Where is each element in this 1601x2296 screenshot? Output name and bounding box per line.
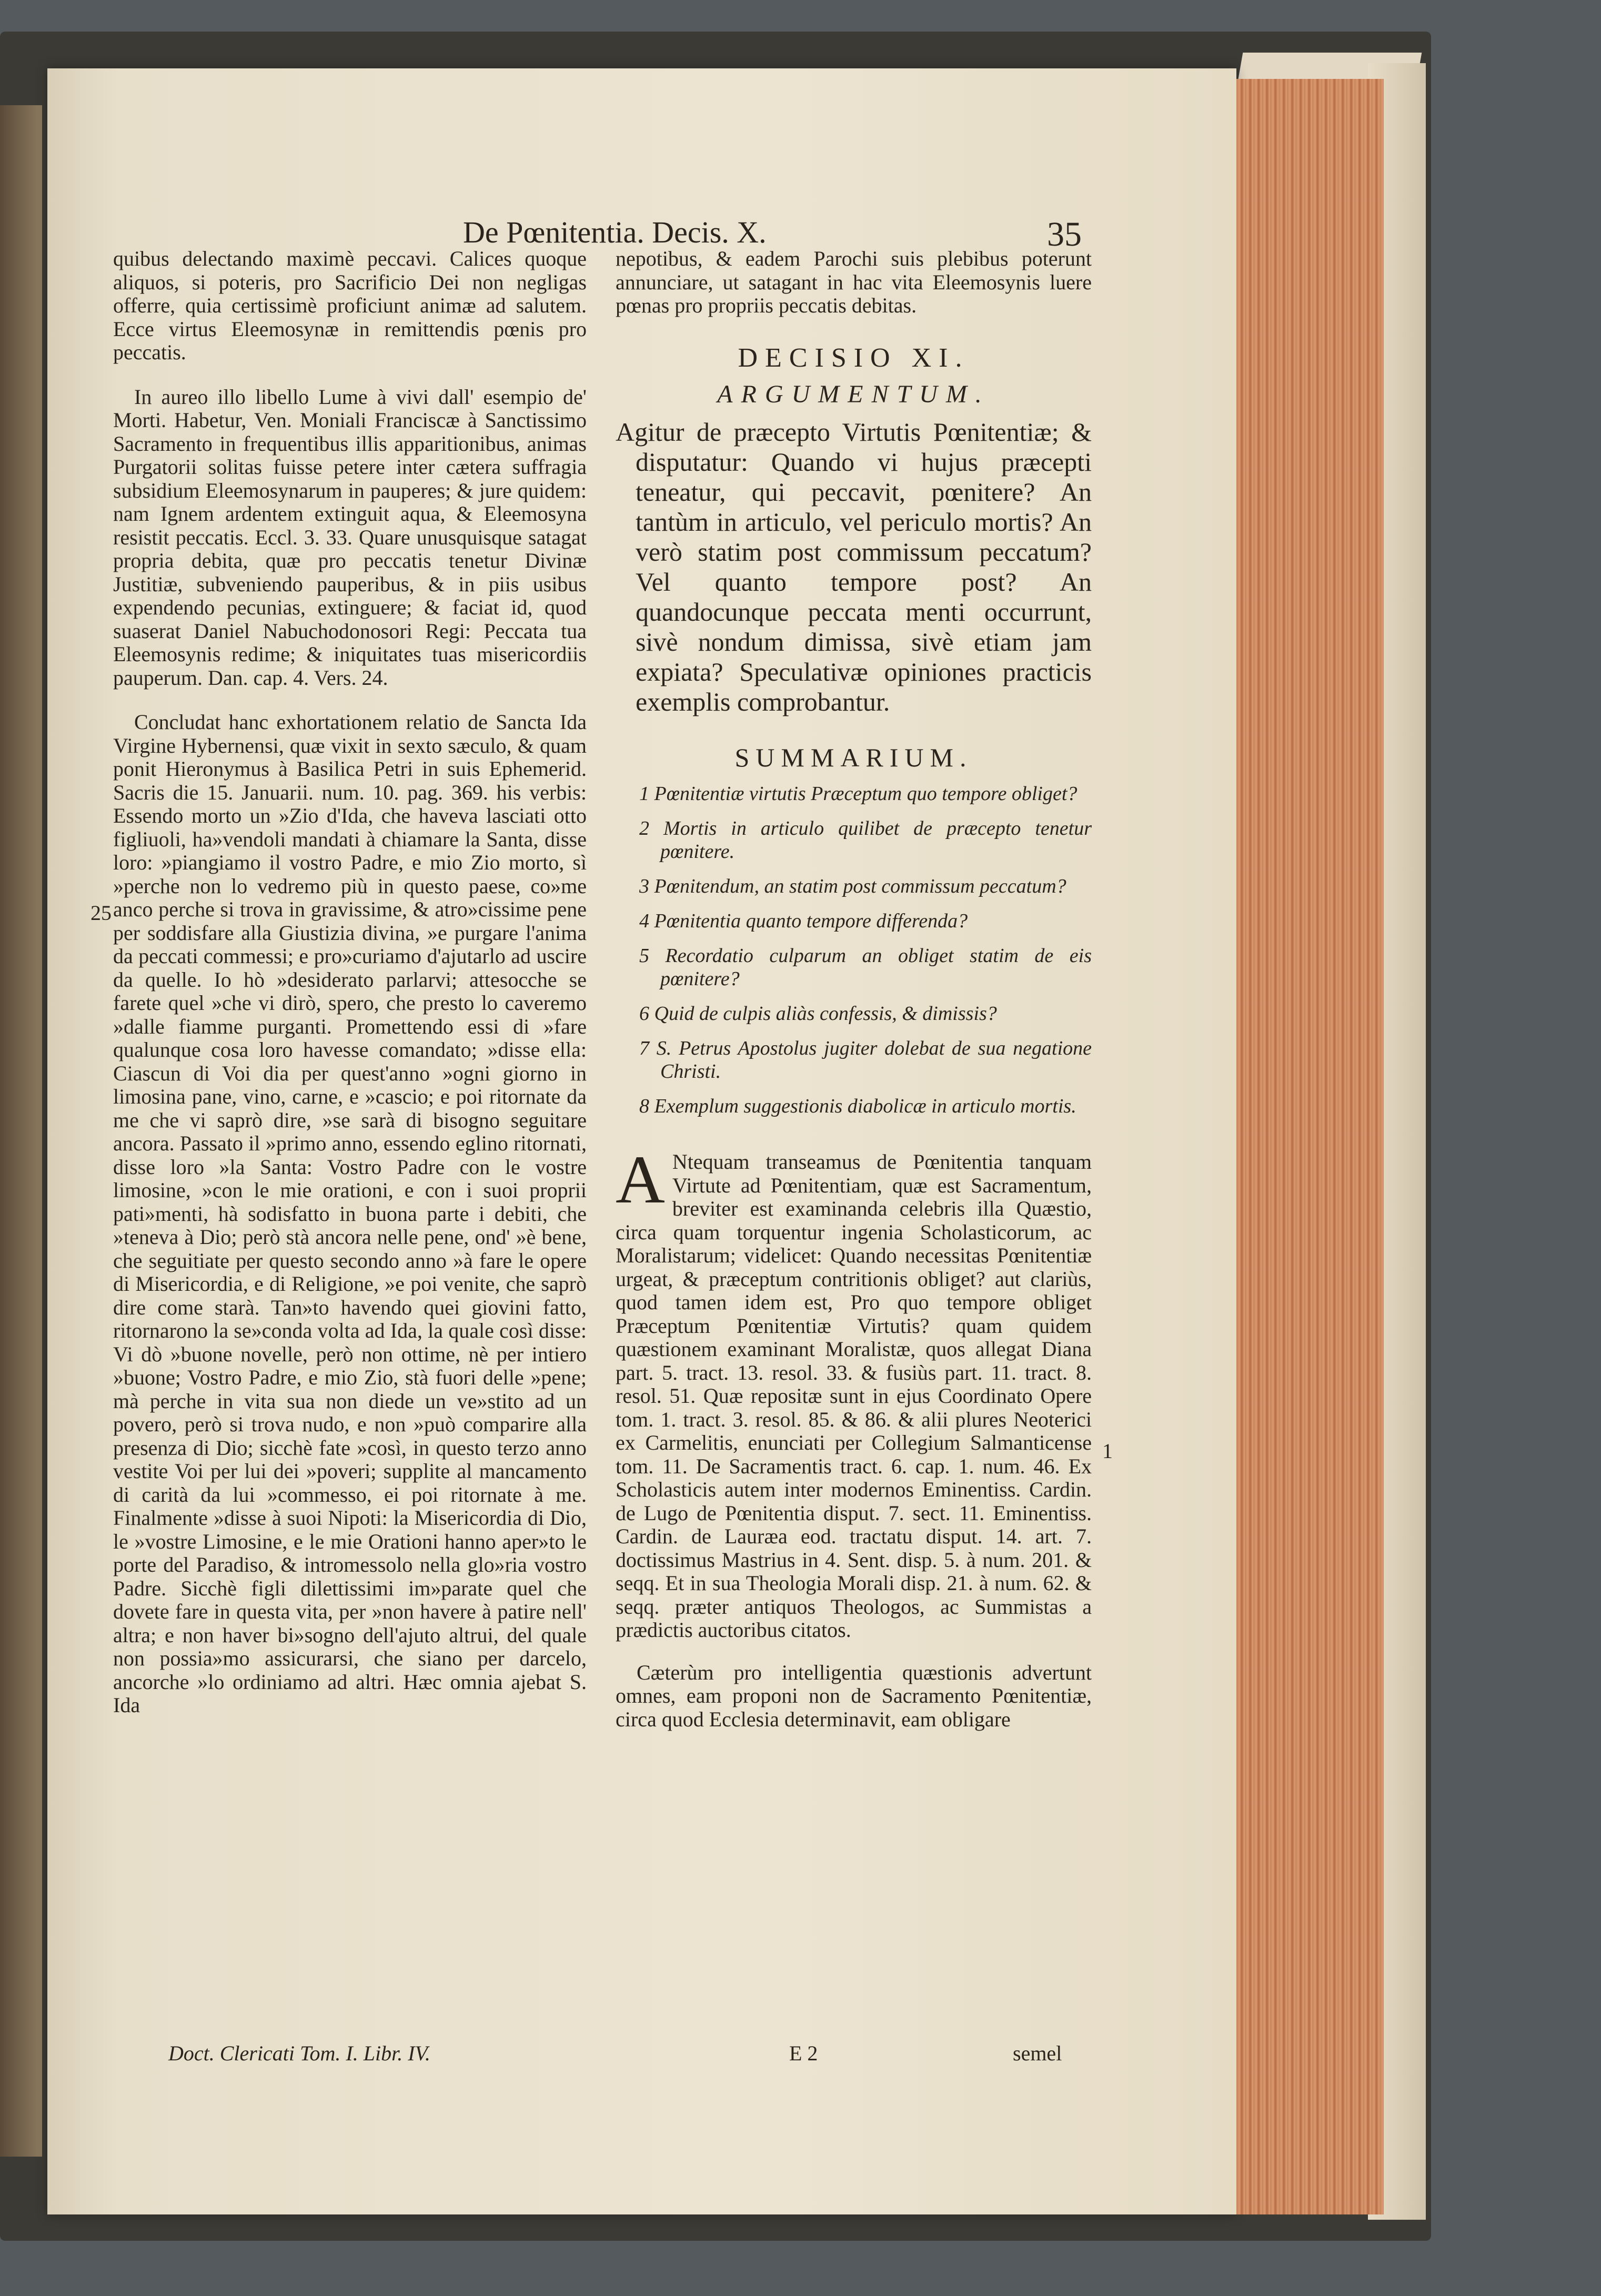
summarium-item: 7 S. Petrus Apostolus jugiter dolebat de sua negatione Christi. <box>639 1037 1092 1083</box>
summarium-item: 6 Quid de culpis aliàs confessis, & dimissis? <box>639 1003 997 1025</box>
right-body <box>616 1142 1092 1642</box>
catchword: semel <box>1013 2041 1062 2065</box>
summarium-item: 1 Pœnitentiæ virtutis Præceptum quo tempore obliget? <box>639 783 1078 805</box>
running-head-title: De Pœnitentia. Decis. X. <box>463 215 767 249</box>
decisio-heading: DECISIO XI. <box>738 342 970 373</box>
right-margin-number: 1 <box>1102 1439 1113 1463</box>
left-page-edge <box>0 105 42 2157</box>
right-column <box>616 247 1092 1731</box>
summarium-heading: SUMMARIUM. <box>734 742 973 772</box>
red-fore-edge <box>1236 79 1384 2214</box>
summarium-item: 8 Exemplum suggestionis diabolicæ in articulo mortis. <box>639 1095 1076 1117</box>
right-opening: nepotibus, & eadem Parochi suis plebibus poterunt annunciare, ut satagant in hac vita Eleemosynis luere pœnas pro propriis peccatis debitas. <box>616 247 1092 317</box>
summarium-item: 5 Recordatio culparum an obliget statim de eis pœnitere? <box>639 945 1092 990</box>
left-paragraph-1: quibus delectando maximè peccavi. Calices quoque aliquos, si poteris, pro Sacrificio Dei non negligas offerre, quia certissimè proficiunt animæ ad salutem. Ecce virtus Eleemosynæ in remittendis pœnis pro peccatis. <box>113 247 587 364</box>
footer-signature: Doct. Clericati Tom. I. Libr. IV. <box>168 2041 430 2065</box>
page-number: 35 <box>1047 215 1082 254</box>
left-column <box>113 247 587 1717</box>
argumentum-text: Agitur de præcepto Virtutis Pœnitentiæ; & disputatur: Quando vi hujus præcepti teneatur, qui peccavit, pœnitere? An tantùm in articulo, vel periculo mortis? An verò statim post commissum peccatum? Vel quanto tempore post? An quandocunque peccata menti occurrunt, sivè nondum dimissa, sivè etiam jam expiata? Speculativæ opiniones practicis exemplis comprobantur. <box>616 417 1092 716</box>
argumentum-text-block <box>616 417 1092 717</box>
left-margin-number: 25 <box>90 901 112 925</box>
right-closing: Cæterùm pro intelligentia quæstionis advertunt omnes, eam proponi non de Sacramento Pœnitentiæ, circa quod Ecclesia determinavit, eam obligare <box>616 1660 1092 1731</box>
signature-mark: E 2 <box>789 2041 818 2065</box>
right-body-text: Ntequam transeamus de Pœnitentia tanquam Virtute ad Pœnitentiam, quæ est Sacramentum, breviter est examinanda celebris illa Quæstio, circa quam torquentur ingenia Scholasticorum, ac Moralistarum; videlicet: Quando necessitas Pœnitentiæ urgeat, & præceptum contritionis obliget? aut clariùs, quod tamen idem est, Pro quo tempore obliget Præceptum Pœnitentiæ Virtutis? quam quidem quæstionem examinant Moralistæ, quos allegat Diana part. 5. tract. 13. resol. 33. & fusiùs part. 11. tract. 8. resol. 51. Quæ repositæ sunt in ejus Coordinato Opere tom. 1. tract. 3. resol. 85. & 86. & alii plures Neoterici ex Carmelitis, enunciati per Collegium Salmanticense tom. 11. De Sacramentis tract. 6. cap. 1. num. 46. Ex Scholasticis autem inter modernos Eminentiss. Cardin. de Lugo de Pœnitentia disput. 7. sect. 11. Eminentiss. Cardin. de Lauræa eod. tractatu disput. 14. art. 7. doctissimus Mastrius in 4. Sent. disp. 5. à num. 201. & seqq. Et in sua Theologia Morali disp. 21. à num. 62. & seqq. præter antiquos Theologos, ac Summistas a prædictis auctoribus citatos. <box>616 1150 1092 1642</box>
summarium-item: 4 Pœnitentia quanto tempore differenda? <box>639 910 968 932</box>
argumentum-heading: ARGUMENTUM. <box>717 380 990 408</box>
summarium-item: 2 Mortis in articulo quilibet de præcepto tenetur pœnitere. <box>639 817 1092 863</box>
drop-cap: A <box>616 1142 665 1218</box>
left-paragraph-2: In aureo illo libello Lume à vivi dall' esempio de' Morti. Habetur, Ven. Moniali Franciscæ à Sanctissimo Sacramento in frequentibus illis apparitionibus, animas Purgatorii solitas fuisse petere inter cætera suffragia subsidium Eleemosynarum in pauperes; & jure quidem: nam Ignem ardentem extinguit aqua, & Eleemosyna resistit peccatis. Eccl. 3. 33. Quare unusquisque satagat propria debita, quæ pro peccatis tenetur Divinæ Justitiæ, subveniendo pauperibus, & in piis usibus expendendo pecunias, extinguere; & faciat id, quod suaserat Daniel Nabuchodonosori Regi: Peccata tua Eleemosynis redime; & iniquitates tuas misericordiis pauperum. Dan. cap. 4. Vers. 24. <box>113 385 587 690</box>
summarium-item: 3 Pœnitendum, an statim post commissum peccatum? <box>639 875 1066 897</box>
left-paragraph-3: Concludat hanc exhortationem relatio de Sancta Ida Virgine Hybernensi, quæ vixit in sexto sæculo, & quam ponit Hieronymus à Basilica Petri in suis Ephemerid. Sacris die 15. Januarii. num. 10. pag. 369. his verbis: Essendo morto un »Zio d'Ida, che haveva lasciati otto figliuoli, ha»vendoli mandati à chiamare la Santa, disse loro: »piangiamo il vostro Padre, e mio Zio morto, sì »perche non lo vedremo più in questo paese, co»me anco perche si trova in gravissime, & atro»cissime pene per soddisfare alla Giustizia divina, »e purgare l'anima da peccati commessi; e pro»curiamo d'ajutarlo ad uscire da quelle. Io hò »desiderato parlarvi; attesocche se farete quel »che vi dirò, spero, che presto lo caveremo »dalle fiamme purganti. Promettendo essi di »fare qualunque cosa loro havesse comandato; »disse ella: Ciascun di Voi dia per quest'anno »ogni giorno in limosina pane, vino, carne, e »cascio; e poi ritornate da me che vi saprò dire, »se sarà di bisogno seguitare ancora. Passato il »primo anno, essendo eglino ritornati, disse loro »la Santa: Vostro Padre con le vostre limosine, »con le mie orationi, e con i suoi proprii pati»menti, hà sodisfatto in buona parte i debiti, che »teneva à Dio; però stà ancora nelle pene, ond' »è bene, che seguitiate per questo secondo anno »à fare le opere di Misericordia, e di Religione, »e poi venite, che saprò dire come starà. Tan»to havendo quei giovini fatto, ritornarono la se»conda volta ad Ida, la quale così disse: Vi dò »buone novelle, però non ottime, nè per intiero »buone; Vostro Padre, e mio Zio, stà fuori delle »pene; mà perche in vita sua non diede un ve»stito ad un povero, però si trova nudo, e non »può comparire alla presenza di Dio; sicchè fate »così, in questo terzo anno vestite Voi per lui dei »poveri; supplite al mancamento di carità da lui »commesso, ei poi ritornate à me. Finalmente »disse à suoi Nipoti: la Misericordia di Dio, le »vostre Limosine, e le mie Orationi hanno aper»to le porte del Paradiso, & intromessolo nella glo»ria vostro Padre. Sicchè figli dilettissimi im»parate quel che dovete fare in questa vita, per »non havere à patire nell' altra; e non haver bi»sogno dell'ajuto altrui, del quale non possia»mo assicurarsi, che siano per darcelo, ancorche »lo ordiniamo ad altri. Hæc omnia ajebat S. Ida <box>113 710 587 1717</box>
